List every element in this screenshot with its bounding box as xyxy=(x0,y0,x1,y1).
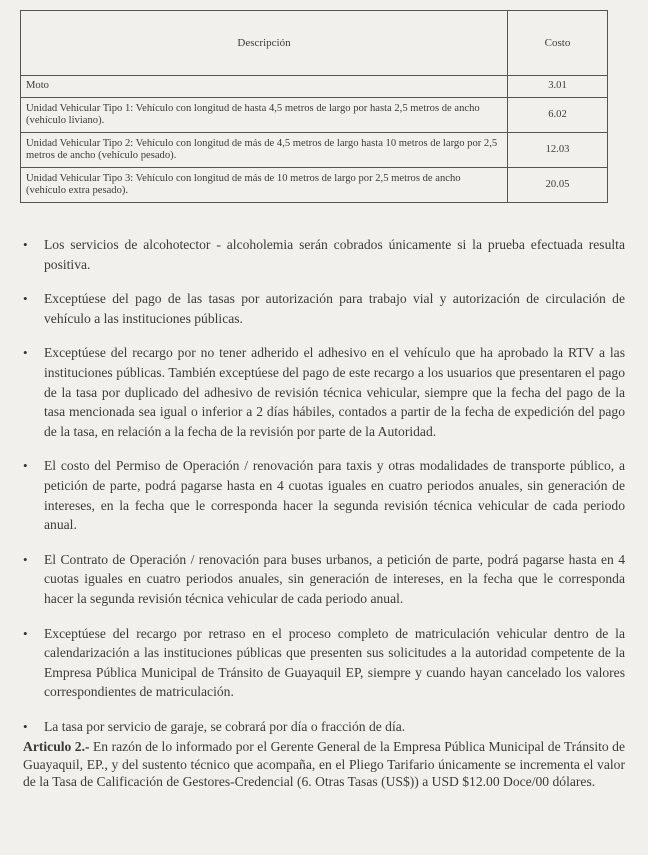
list-item-text: Exceptúese del recargo por no tener adherido el adhesivo en el vehículo que ha aprobado la RTV a las instituciones públicas. También exceptúese del pago de este recargo a los usuarios que presentaren el pago de la tasa por duplicado del adhesivo de revisión técnica vehicular, siempre que la fecha del pago de la tasa mencionada sea igual o inferior a 2 días hábiles, contados a partir de la fecha de expedición del pago de la tasa, en relación a la fecha de la revisión por parte de la Autoridad. xyxy=(44,345,625,439)
row-cost: 3.01 xyxy=(508,76,608,98)
bullet-icon: • xyxy=(23,237,28,252)
list-item xyxy=(22,289,625,328)
bullet-icon: • xyxy=(23,291,28,307)
notes-list xyxy=(22,235,625,751)
bullet-icon: • xyxy=(23,718,28,734)
list-item-text: Exceptúese del recargo por retraso en el proceso completo de matriculación vehicular dentro de la calendarización a las instituciones públicas que presenten sus solicitudes a la autoridad competente de la Empresa Pública Municipal de Tránsito de Guayaquil EP, siempre y cuando hayan cancelado los valores correspondientes de matriculación. xyxy=(44,625,625,700)
cost-table xyxy=(20,10,608,203)
list-item-text: Los servicios de alcohotector - alcoholemia serán cobrados únicamente si la prueba efectuada resulta positiva. xyxy=(44,237,625,272)
list-item xyxy=(22,550,625,609)
list-item xyxy=(22,343,625,441)
table-row xyxy=(21,98,608,133)
row-description: Moto xyxy=(21,76,508,98)
row-description: Unidad Vehicular Tipo 3: Vehículo con longitud de más de 10 metros de largo por 2,5 metros de ancho (vehículo extra pesado). xyxy=(21,168,508,203)
list-item-text: Exceptúese del pago de las tasas por autorización para trabajo vial y autorización de circulación de vehículo a las instituciones públicas. xyxy=(44,291,625,326)
header-descripcion: Descripción xyxy=(21,11,508,76)
article-paragraph xyxy=(23,738,625,791)
table-row xyxy=(21,168,608,203)
row-description: Unidad Vehicular Tipo 2: Vehículo con longitud de más de 4,5 metros de largo hasta 10 metros de largo por 2,5 metros de ancho (vehículo pesado). xyxy=(21,133,508,168)
list-item xyxy=(22,235,625,274)
table-row xyxy=(21,133,608,168)
list-item-text: El costo del Permiso de Operación / renovación para taxis y otras modalidades de transporte público, a petición de parte, podrá pagarse hasta en 4 cuotas iguales en cuatro periodos anuales, sin generación de intereses, en la fecha que le corresponda hacer la segunda revisión técnica vehicular de cada periodo anual. xyxy=(44,458,625,533)
list-item-text: El Contrato de Operación / renovación para buses urbanos, a petición de parte, podrá pagarse hasta en 4 cuotas iguales en cuatro periodos anuales, sin generación de intereses, en la fecha que le corresponda hacer la segunda revisión técnica vehicular de cada periodo anual. xyxy=(44,551,625,606)
header-costo: Costo xyxy=(508,11,608,76)
list-item xyxy=(22,717,625,737)
list-item xyxy=(22,456,625,534)
article-text: En razón de lo informado por el Gerente General de la Empresa Pública Municipal de Tránsito de Guayaquil, EP., y del sustento técnico que acompaña, en el Pliego Tarifario únicamente se incrementa el valor de la Tasa de Calificación de Gestores-Credencial (6. Otras Tasas (US$)) a USD $12.00 Doce/00 dólares. xyxy=(23,739,625,789)
bullet-icon: • xyxy=(23,551,28,567)
bullet-icon: • xyxy=(23,345,28,361)
row-cost: 6.02 xyxy=(508,98,608,133)
table-header-row xyxy=(21,11,608,76)
list-item-text: La tasa por servicio de garaje, se cobrará por día o fracción de día. xyxy=(44,718,406,734)
row-cost: 12.03 xyxy=(508,133,608,168)
article-label: Articulo 2.- xyxy=(23,739,90,754)
bullet-icon: • xyxy=(23,458,28,474)
bullet-icon: • xyxy=(23,625,28,641)
table-row xyxy=(21,76,608,98)
row-description: Unidad Vehicular Tipo 1: Vehículo con longitud de hasta 4,5 metros de largo por hasta 2,5 metros de ancho (vehículo liviano). xyxy=(21,98,508,133)
row-cost: 20.05 xyxy=(508,168,608,203)
list-item xyxy=(22,624,625,702)
